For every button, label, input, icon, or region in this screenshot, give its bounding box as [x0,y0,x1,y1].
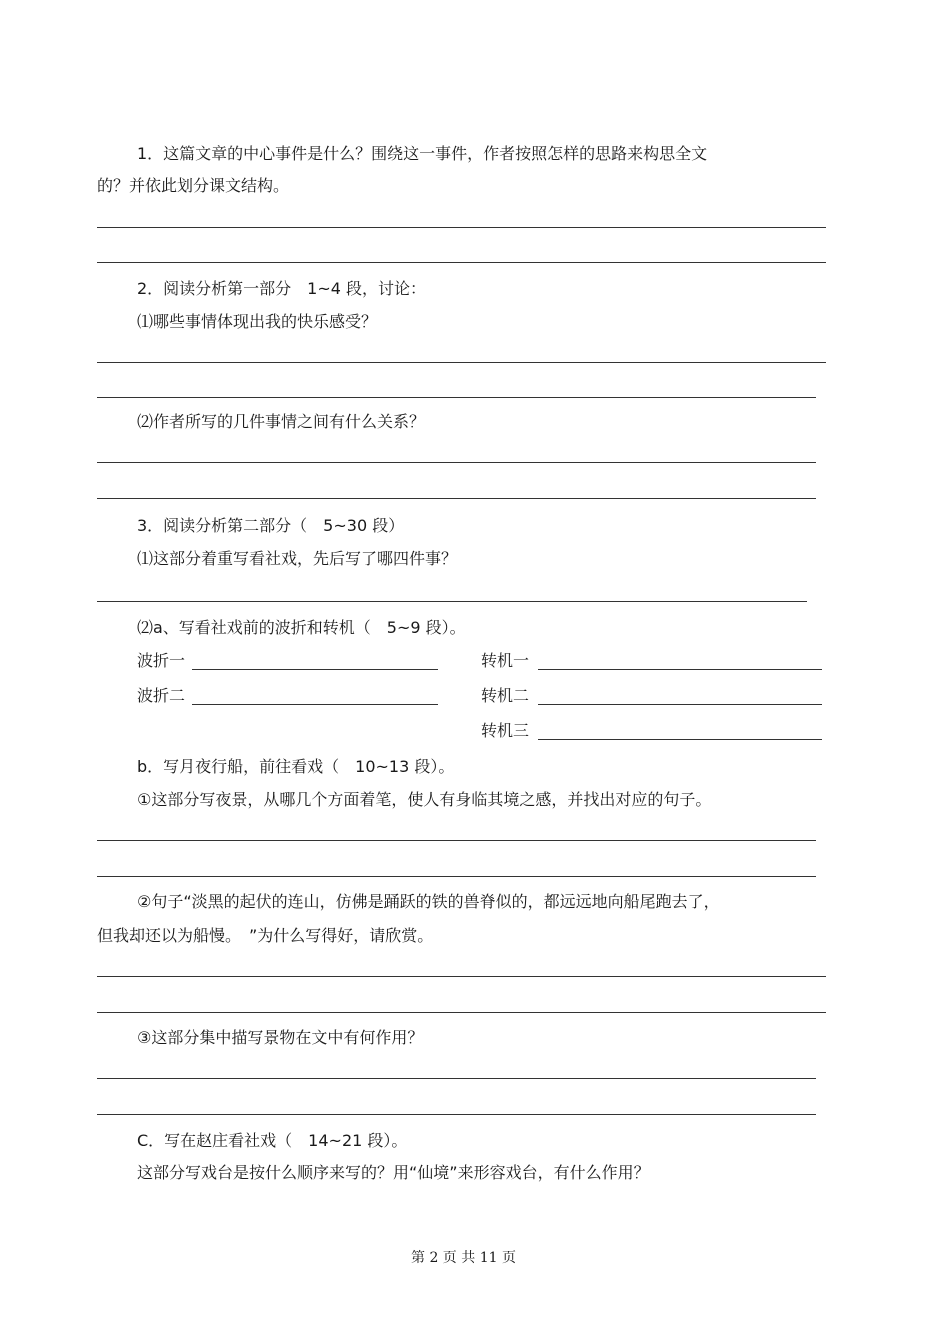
q2-title: 2．阅读分析第一部分 1~4 段，讨论： [137,279,427,298]
answer-line[interactable] [97,1078,816,1079]
bozhe2-label: 波折二 [137,686,186,705]
q3-b1: ①这部分写夜景，从哪几个方面着笔，使人有身临其境之感，并找出对应的句子。 [137,790,712,809]
answer-line[interactable] [97,976,826,977]
bozhe1-label: 波折一 [137,651,186,670]
answer-line[interactable] [97,362,826,363]
q3-c1: 这部分写戏台是按什么顺序来写的？用“仙境”来形容戏台，有什么作用？ [137,1163,650,1182]
answer-line[interactable] [97,1012,826,1013]
zhuanji1-blank[interactable] [538,669,822,670]
bozhe1-blank[interactable] [192,669,438,670]
answer-line[interactable] [97,462,816,463]
q3-b-title: b．写月夜行船，前往看戏（ 10~13 段）。 [137,757,455,776]
answer-line[interactable] [97,397,816,398]
zhuanji2-blank[interactable] [538,704,822,705]
zhuanji3-label: 转机三 [481,721,530,740]
q3-title: 3．阅读分析第二部分（ 5~30 段） [137,516,405,535]
q3-sub2a: ⑵a、写看社戏前的波折和转机（ 5~9 段）。 [137,618,466,637]
q3-sub1: ⑴这部分着重写看社戏，先后写了哪四件事？ [137,549,458,568]
answer-line[interactable] [97,601,807,602]
answer-line[interactable] [97,262,826,263]
answer-line[interactable] [97,498,816,499]
q3-b3: ③这部分集中描写景物在文中有何作用？ [137,1028,424,1047]
q2-sub1: ⑴哪些事情体现出我的快乐感受？ [137,312,378,331]
answer-line[interactable] [97,840,816,841]
answer-line[interactable] [97,1114,816,1115]
q3-c-title: C．写在赵庄看社戏（ 14~21 段）。 [137,1131,408,1150]
answer-line[interactable] [97,227,826,228]
zhuanji3-blank[interactable] [538,739,822,740]
zhuanji2-label: 转机二 [481,686,530,705]
q1-line2: 的？并依此划分课文结构。 [97,176,290,195]
q3-b2-line2: 但我却还以为船慢。 ”为什么写得好，请欣赏。 [97,926,434,945]
q3-b2-line1: ②句子“淡黑的起伏的连山，仿佛是踊跃的铁的兽脊似的，都远远地向船尾跑去了， [137,892,720,911]
answer-line[interactable] [97,876,816,877]
zhuanji1-label: 转机一 [481,651,530,670]
q1-line1: 1．这篇文章的中心事件是什么？围绕这一事件，作者按照怎样的思路来构思全文 [137,144,708,163]
bozhe2-blank[interactable] [192,704,438,705]
q2-sub2: ⑵作者所写的几件事情之间有什么关系？ [137,412,426,431]
page-footer: 第 2 页 共 11 页 [411,1250,516,1266]
